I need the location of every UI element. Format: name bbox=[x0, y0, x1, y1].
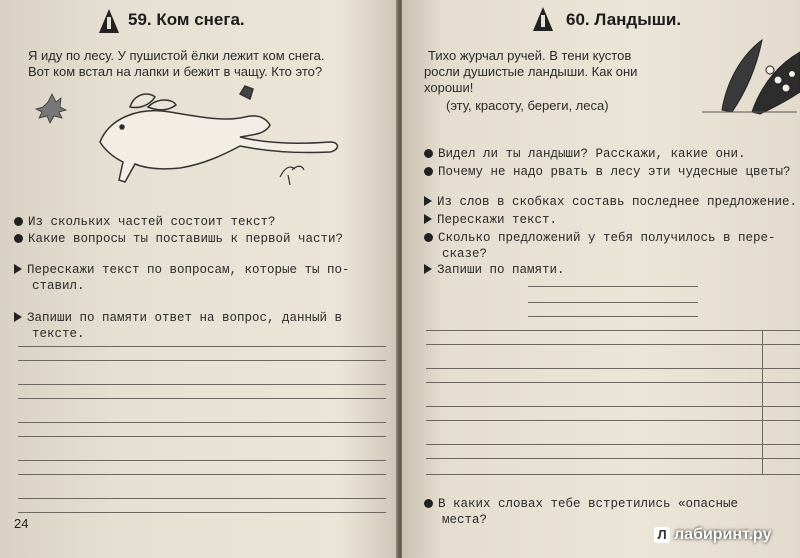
oral-task-icon bbox=[424, 499, 433, 508]
passage-line: Тихо журчал ручей. В тени кустов bbox=[428, 48, 632, 63]
right-page bbox=[402, 0, 800, 558]
exercise-title: 60. Ландыши. bbox=[566, 10, 682, 29]
written-task-icon bbox=[14, 312, 22, 322]
written-task-icon bbox=[14, 264, 22, 274]
passage-line: росли душистые ландыши. Как они bbox=[424, 64, 638, 79]
question-4: Перескажи текст. bbox=[424, 212, 557, 228]
watermark: Л лабиринт.ру bbox=[654, 526, 771, 544]
question-4: Запиши по памяти ответ на вопрос, данный в тексте. bbox=[14, 310, 342, 342]
question-1: Видел ли ты ландыши? Расскажи, какие они. bbox=[424, 146, 746, 162]
question-6: Запиши по памяти. bbox=[424, 262, 565, 278]
exercise-title: 59. Ком снега. bbox=[128, 10, 245, 29]
oral-task-icon bbox=[14, 217, 23, 226]
word-bank: (эту, красоту, береги, леса) bbox=[446, 98, 609, 113]
hare-illustration bbox=[30, 82, 370, 197]
passage-line: Вот ком встал на лапки и бежит в чащу. Кто это? bbox=[28, 64, 323, 79]
hard-task-icon bbox=[98, 8, 120, 34]
question-5: Сколько предложений у тебя получилось в пере- сказе? bbox=[424, 230, 776, 262]
written-task-icon bbox=[424, 196, 432, 206]
oral-task-icon bbox=[424, 149, 433, 158]
page-number: 24 bbox=[14, 516, 29, 531]
question-2: Почему не надо рвать в лесу эти чудесные цветы? bbox=[424, 164, 791, 180]
passage-line: хороши! bbox=[424, 80, 474, 95]
question-2: Какие вопросы ты поставишь к первой части? bbox=[14, 231, 343, 247]
written-task-icon bbox=[424, 264, 432, 274]
question-7: В каких словах тебе встретились «опасные места? bbox=[424, 496, 738, 528]
question-1: Из скольких частей состоит текст? bbox=[14, 214, 276, 230]
watermark-logo-icon: Л bbox=[654, 527, 670, 543]
oral-task-icon bbox=[14, 234, 23, 243]
question-3: Перескажи текст по вопросам, которые ты по- ставил. bbox=[14, 262, 350, 294]
oral-task-icon bbox=[424, 233, 433, 242]
left-page bbox=[0, 0, 398, 558]
question-3: Из слов в скобках составь последнее предложение. bbox=[424, 194, 797, 210]
hard-task-icon bbox=[532, 6, 554, 32]
passage-line: Я иду по лесу. У пушистой ёлки лежит ком снега. bbox=[28, 48, 325, 63]
written-task-icon bbox=[424, 214, 432, 224]
lily-of-the-valley-illustration bbox=[702, 30, 800, 116]
oral-task-icon bbox=[424, 167, 433, 176]
